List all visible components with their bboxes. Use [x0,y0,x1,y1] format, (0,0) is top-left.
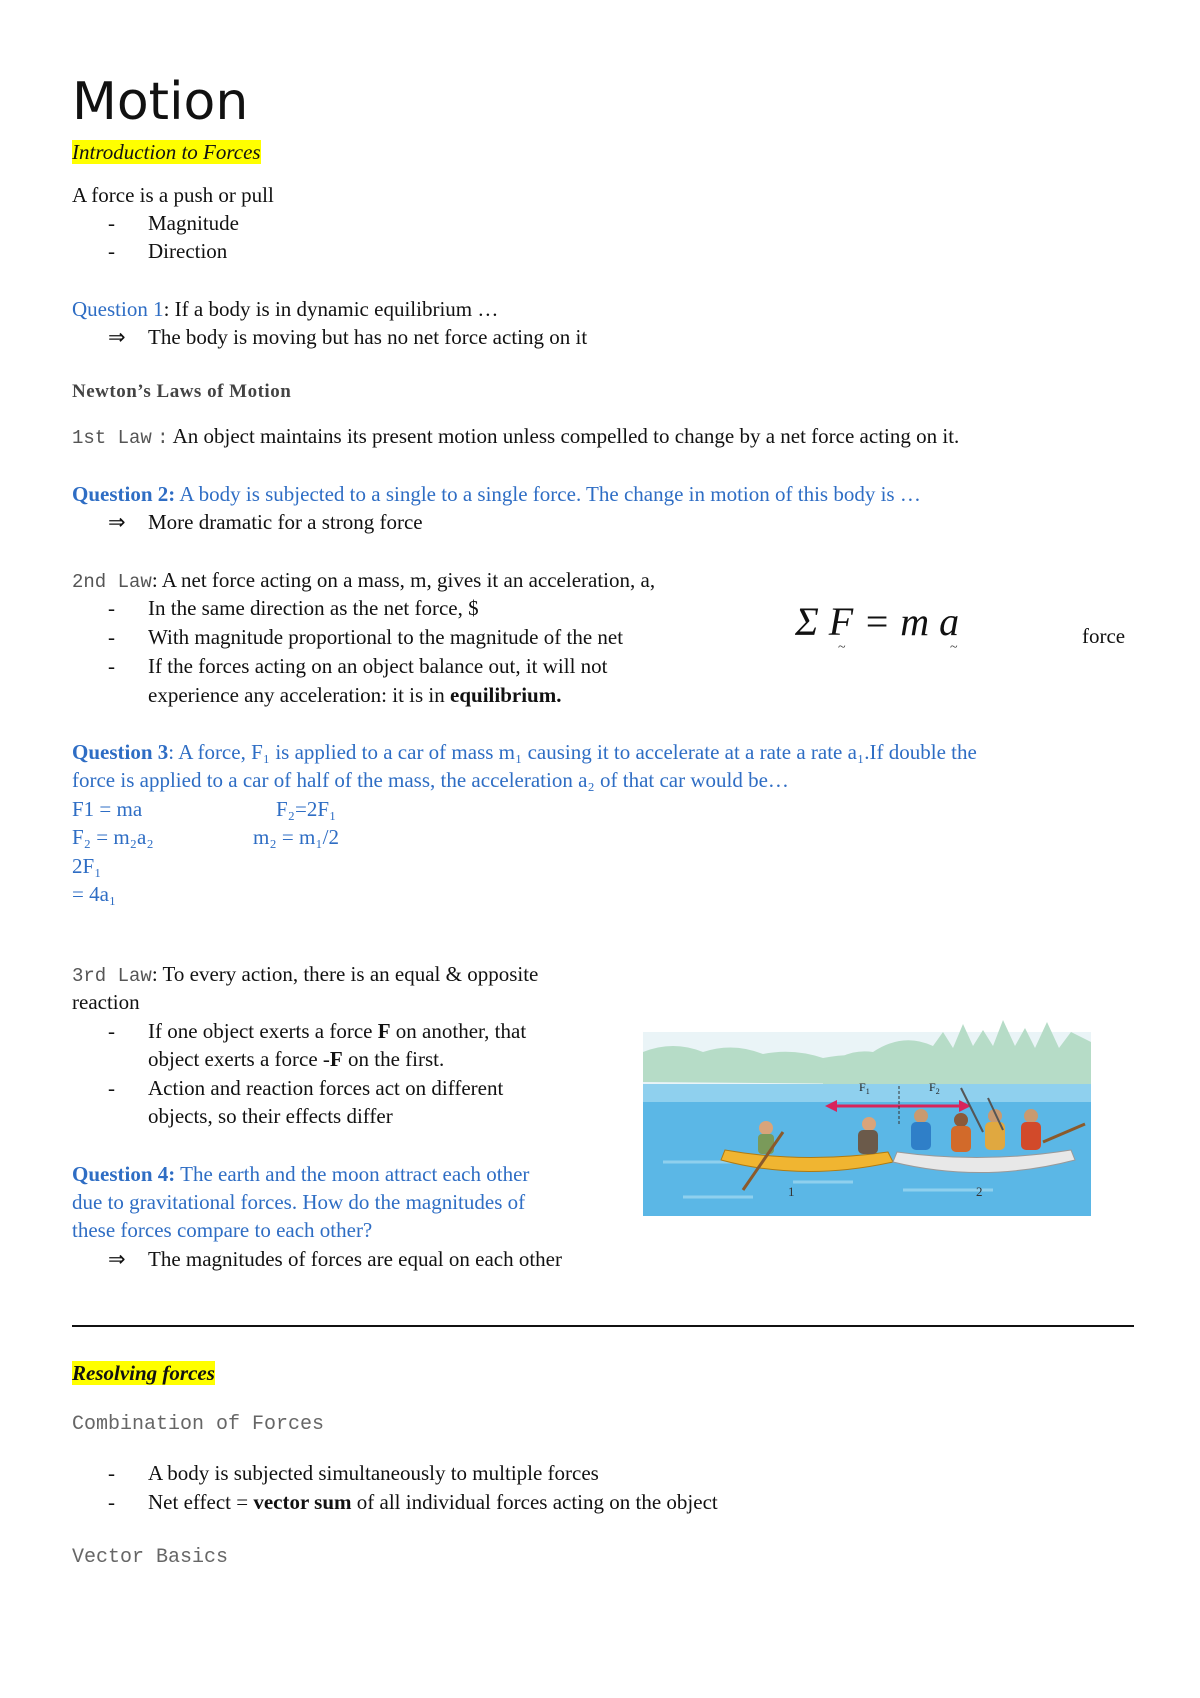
equation: F₂ = m₂a₂ [72,825,154,849]
question-4-answer: ⇒ The magnitudes of forces are equal on each other [108,1247,562,1271]
equation: F1 = ma [72,797,143,821]
question-1-answer: ⇒ The body is moving but has no net force acting on it [108,325,588,349]
force-label-2: $F_2$ [929,1080,940,1096]
canoe-illustration [643,1012,1091,1216]
force-label-1: $F_1$ [859,1080,870,1096]
question-3-cont: force is applied to a car of half of the mass, the acceleration a₂ of that car would be… [72,768,789,792]
list-item: - Direction [108,239,228,263]
list-item: - If the forces acting on an object balance out, it will not [108,654,608,678]
vector-basics-heading: Vector Basics [72,1546,229,1569]
question-4-cont: due to gravitational forces. How do the magnitudes of [72,1190,526,1214]
resolving-heading: Resolving forces [72,1361,215,1385]
list-item-continued: objects, so their effects differ [148,1104,393,1128]
third-law: 3rd Law: To every action, there is an equal & opposite [72,962,539,987]
list-item: - With magnitude proportional to the magnitude of the net [108,625,624,649]
list-item: - If one object exerts a force F on another, that [108,1019,527,1043]
equation: F₂=2F₁ [276,797,337,821]
vector-tilde: ~ [950,640,958,655]
list-item: - Action and reaction forces act on different [108,1076,504,1100]
boat-label-1: 1 [788,1184,795,1199]
list-item-continued: experience any acceleration: it is in equilibrium. [148,683,562,707]
list-item: - Magnitude [108,211,239,235]
formula-trailing-text: force [1082,624,1126,648]
section-divider [72,1325,1134,1327]
list-item-continued: object exerts a force -F on the first. [148,1047,445,1071]
question-2-answer: ⇒ More dramatic for a strong force [108,510,423,534]
third-law-cont: reaction [72,990,140,1014]
intro-definition: A force is a push or pull [72,183,274,207]
question-2: Question 2: A body is subjected to a single to a single force. The change in motion of this body is … [72,482,921,506]
equation: 2F₁ [72,854,102,878]
boat-label-2: 2 [976,1184,983,1199]
list-item: - A body is subjected simultaneously to multiple forces [108,1461,599,1485]
question-1: Question 1: If a body is in dynamic equilibrium … [72,297,499,321]
newton-formula: Σ F = m a [795,599,960,644]
combination-heading: Combination of Forces [72,1413,325,1436]
second-law: 2nd Law: A net force acting on a mass, m, gives it an acceleration, a, [72,568,656,593]
equation: = 4a₁ [72,882,117,906]
equation: m₂ = m₁/2 [253,825,339,849]
question-4-cont: these forces compare to each other? [72,1218,373,1242]
page-title: Motion [72,72,249,132]
list-item: - Net effect = vector sum of all individual forces acting on the object [108,1490,718,1514]
intro-heading: Introduction to Forces [72,140,261,164]
vector-tilde: ~ [838,640,846,655]
question-3: Question 3: A force, F₁ is applied to a car of mass m₁ causing it to accelerate at a rate a rate a₁.If double the [72,740,977,764]
question-4: Question 4: The earth and the moon attract each other [72,1162,530,1186]
newton-heading: Newton’s Laws of Motion [72,381,292,402]
first-law: 1st Law : An object maintains its present motion unless compelled to change by a net force acting on it. [72,424,960,449]
list-item: - In the same direction as the net force, $ [108,596,479,620]
